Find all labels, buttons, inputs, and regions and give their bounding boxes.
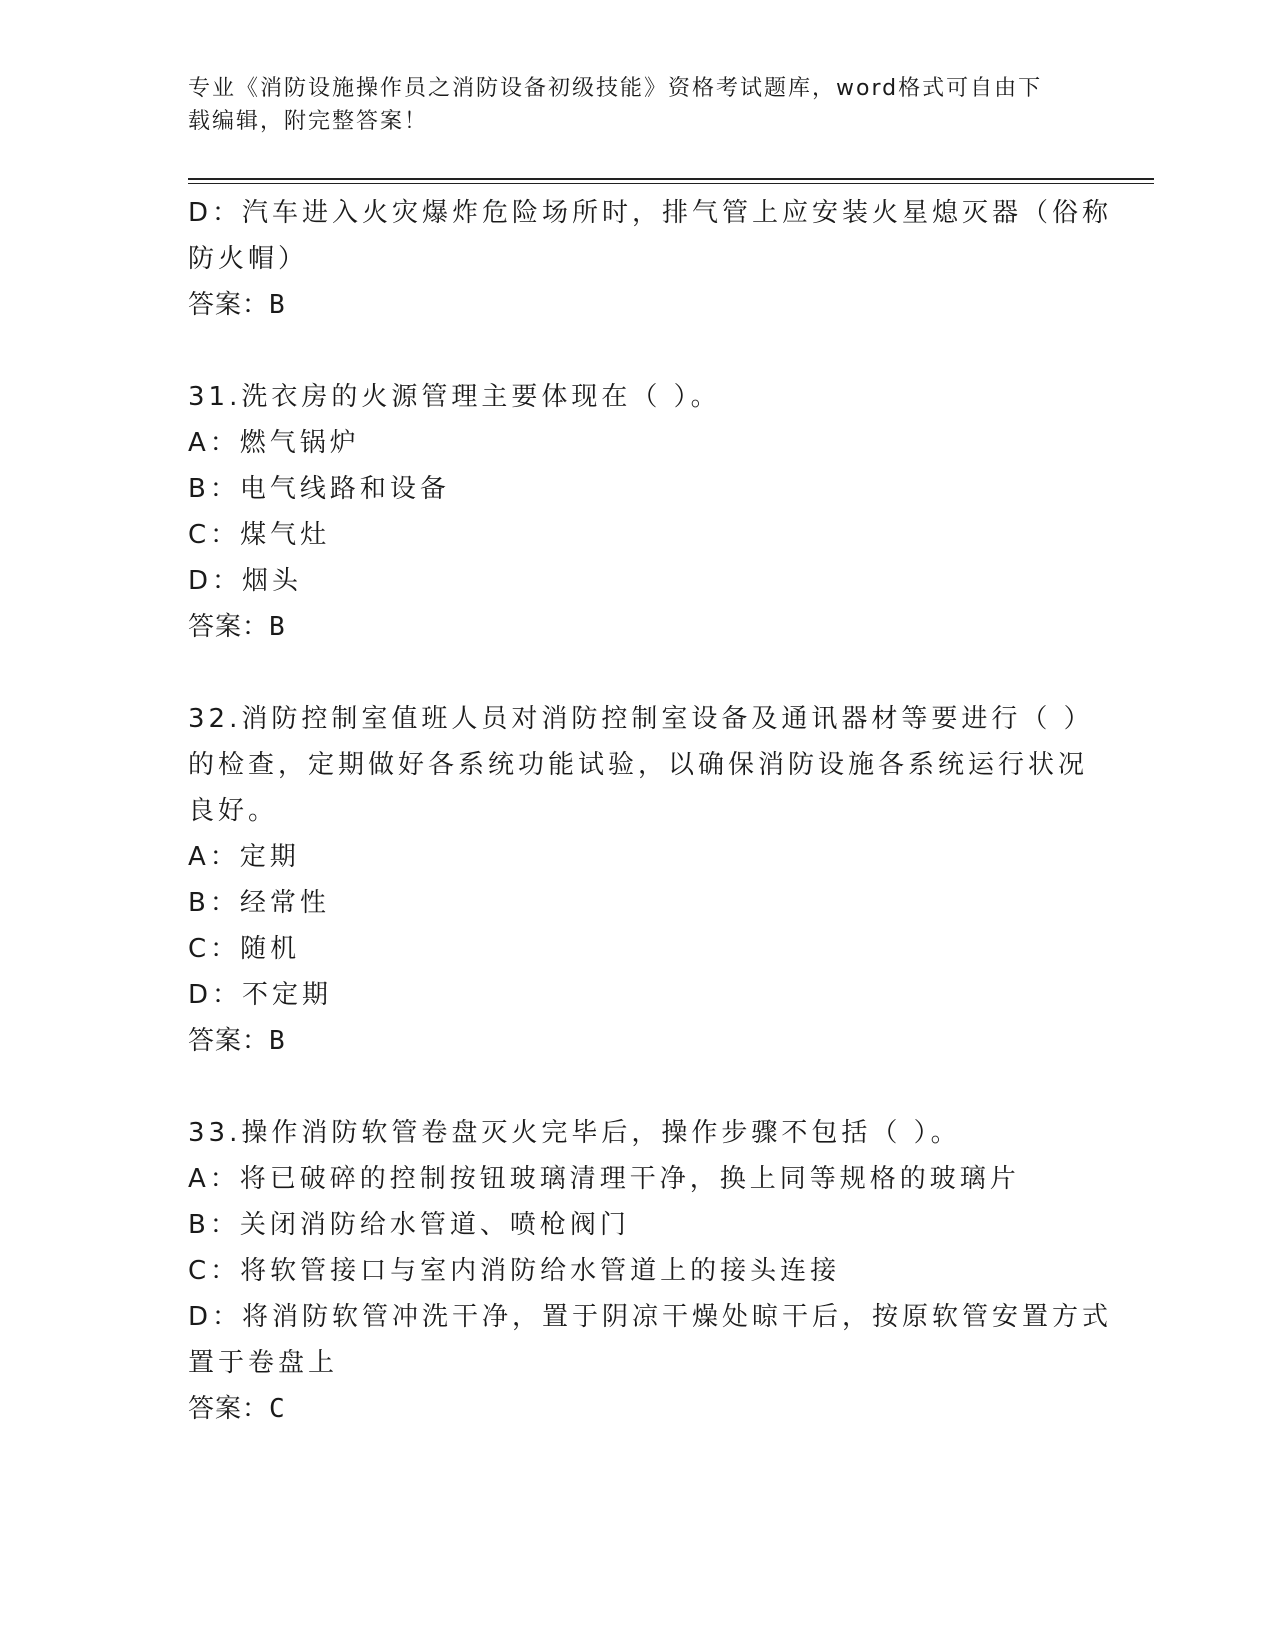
option-b: B：关闭消防给水管道、喷枪阀门 bbox=[188, 1210, 630, 1240]
option-d-continued: 防火帽） bbox=[188, 244, 309, 274]
option-a: A：定期 bbox=[188, 842, 300, 872]
option-d: D：将消防软管冲洗干净，置于阴凉干燥处晾干后，按原软管安置方式 bbox=[188, 1302, 1113, 1332]
answer-label: 答案： bbox=[188, 290, 270, 320]
question-stem: 31.洗衣房的火源管理主要体现在（ ）。 bbox=[188, 382, 721, 412]
header-line-1: 专业《消防设施操作员之消防设备初级技能》资格考试题库，word格式可自由下 bbox=[188, 76, 1043, 101]
question-stem: 32.消防控制室值班人员对消防控制室设备及通讯器材等要进行（ ） bbox=[188, 704, 1094, 734]
document-header bbox=[188, 72, 1088, 138]
answer-value: B bbox=[269, 290, 286, 320]
option-a: A：燃气锅炉 bbox=[188, 428, 360, 458]
answer-line bbox=[188, 1018, 1088, 1064]
answer-label: 答案： bbox=[188, 1394, 270, 1424]
header-line-2: 载编辑，附完整答案！ bbox=[188, 109, 429, 134]
question-block-prev bbox=[188, 190, 1113, 328]
answer-line bbox=[188, 1386, 1088, 1432]
option-d-continued: 置于卷盘上 bbox=[188, 1348, 339, 1378]
question-stem: 33.操作消防软管卷盘灭火完毕后，操作步骤不包括（ ）。 bbox=[188, 1118, 961, 1148]
answer-value: B bbox=[269, 612, 286, 642]
header-rule-thin bbox=[188, 183, 1154, 184]
option-d: D：不定期 bbox=[188, 980, 333, 1010]
question-stem-continued: 的检查，定期做好各系统功能试验，以确保消防设施各系统运行状况 bbox=[188, 750, 1089, 780]
answer-value: B bbox=[269, 1026, 286, 1056]
question-block-32 bbox=[188, 696, 1094, 1064]
answer-line bbox=[188, 604, 1088, 650]
answer-label: 答案： bbox=[188, 1026, 270, 1056]
answer-line bbox=[188, 282, 1088, 328]
option-c: C：煤气灶 bbox=[188, 520, 331, 550]
header-rule-thick bbox=[188, 178, 1154, 180]
option-a: A：将已破碎的控制按钮玻璃清理干净，换上同等规格的玻璃片 bbox=[188, 1164, 1020, 1194]
option-d: D：烟头 bbox=[188, 566, 303, 596]
question-block-33 bbox=[188, 1110, 1113, 1432]
option-b: B：电气线路和设备 bbox=[188, 474, 450, 504]
answer-label: 答案： bbox=[188, 612, 270, 642]
option-c: C：将软管接口与室内消防给水管道上的接头连接 bbox=[188, 1256, 841, 1286]
question-block-31 bbox=[188, 374, 1088, 650]
question-stem-continued: 良好。 bbox=[188, 796, 279, 826]
question-content bbox=[188, 190, 1113, 1432]
answer-value: C bbox=[269, 1394, 286, 1424]
option-d: D：汽车进入火灾爆炸危险场所时，排气管上应安装火星熄灭器（俗称 bbox=[188, 198, 1113, 228]
option-c: C：随机 bbox=[188, 934, 301, 964]
option-b: B：经常性 bbox=[188, 888, 330, 918]
